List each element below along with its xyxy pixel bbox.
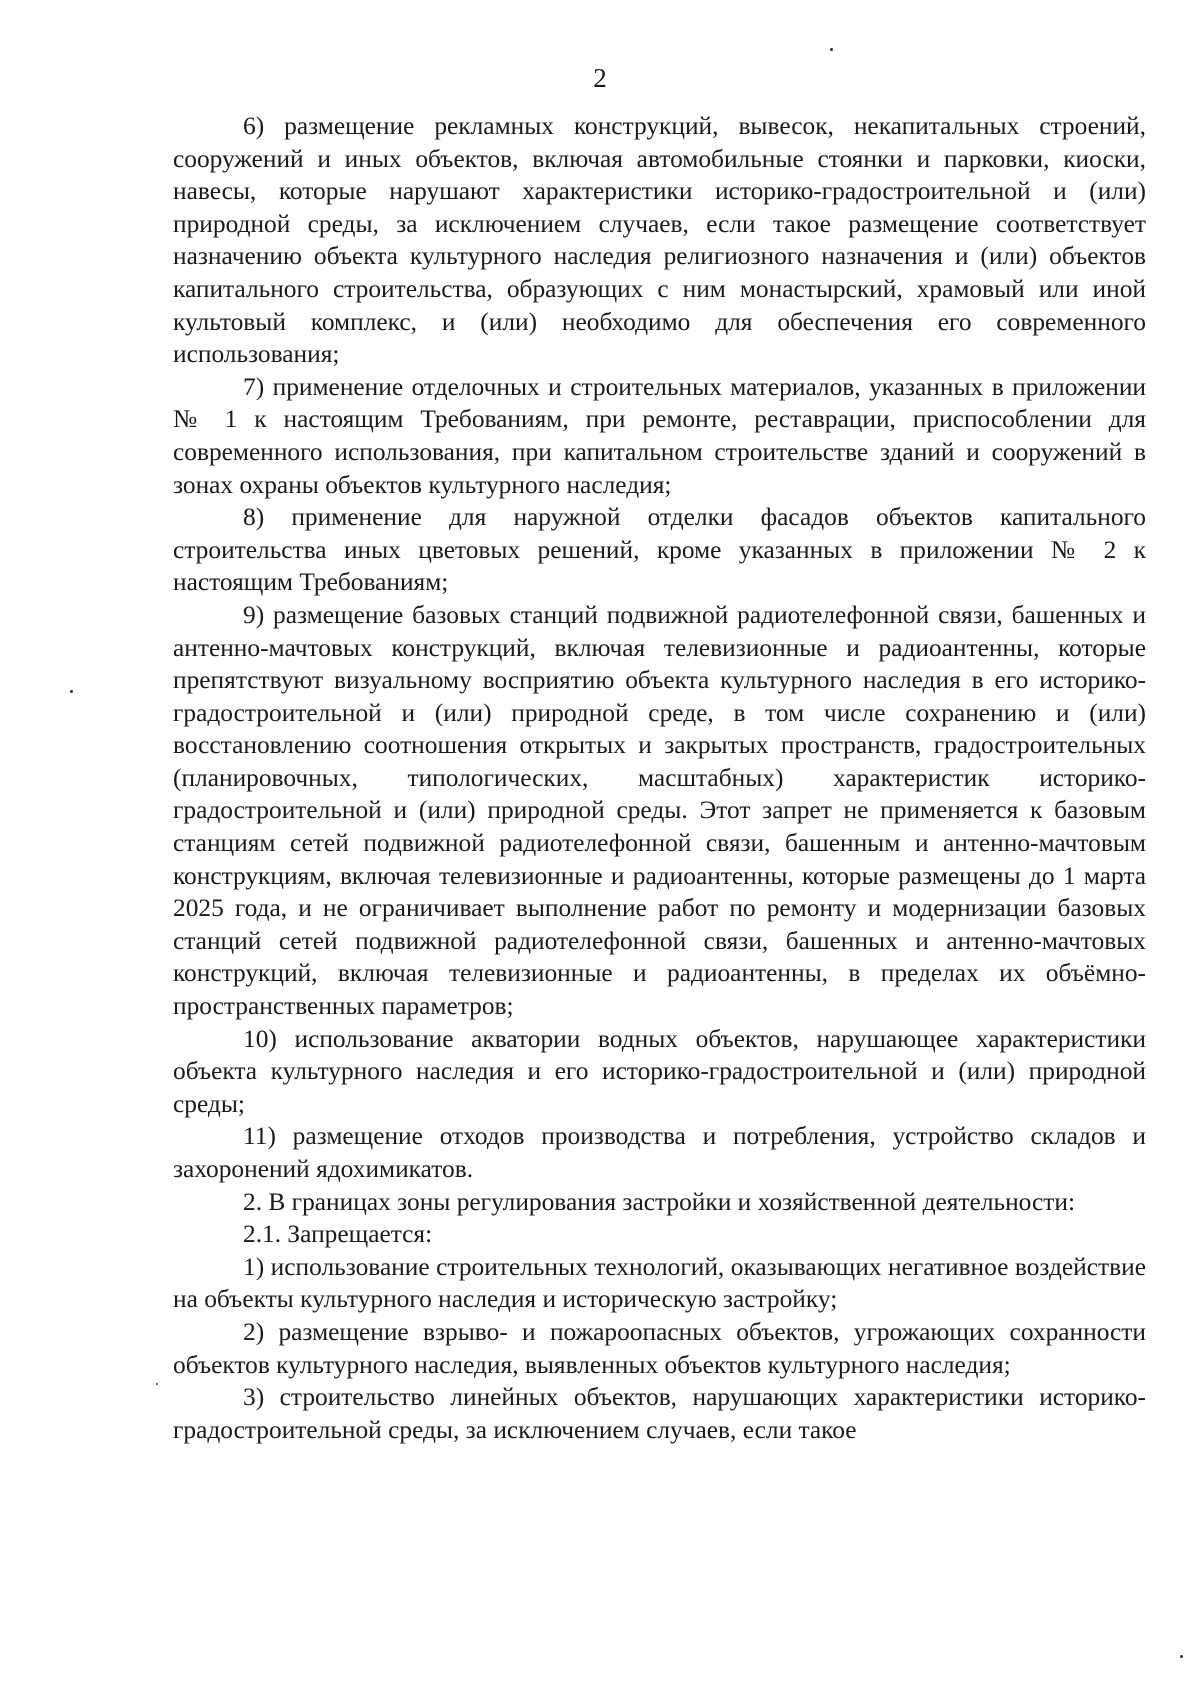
scan-speck — [70, 690, 73, 693]
paragraph-6: 6) размещение рекламных конструкций, вывесок, некапитальных строений, сооружений и иных объектов, включая автомобильные стоянки и парковки, киоски, навесы, которые нарушают характеристики историко-градостроительной и (или) природной среды, за исключением случаев, если такое размещение соответствует назначению объекта культурного наследия религиозного назначения и (или) объектов капитального строительства, образующих с ним монастырский, храмовый или иной культовый комплекс, и (или) необходимо для обеспечения его современного использования; — [173, 112, 1146, 369]
section-2-heading: 2. В границах зоны регулирования застройки и хозяйственной деятельности: — [243, 1187, 1076, 1216]
scan-speck — [830, 48, 833, 51]
paragraph-11: 11) размещение отходов производства и потребления, устройство складов и захоронений ядохимикатов. — [173, 1122, 1146, 1183]
scan-speck — [1180, 1655, 1183, 1658]
paragraph-7: 7) применение отделочных и строительных материалов, указанных в приложении № 1 к настоящим Требованиям, при ремонте, реставрации, приспособлении для современного использования, при капитальном строительстве зданий и сооружений в зонах охраны объектов культурного наследия; — [173, 372, 1146, 499]
page-number: 2 — [593, 63, 607, 93]
paragraph-2-1-2: 2) размещение взрыво- и пожароопасных объектов, угрожающих сохранности объектов культурного наследия, выявленных объектов культурного наследия; — [173, 1317, 1146, 1379]
paragraph-9: 9) размещение базовых станций подвижной радиотелефонной связи, башенных и антенно-мачтовых конструкций, включая телевизионные и радиоантенны, которые препятствуют визуальному восприятию объекта культурного наследия в его историко-градостроительной и (или) природной среде, в том числе сохранению и (или) восстановлению соотношения открытых и закрытых пространств, градостроительных (планировочных, типологических, масштабных) характеристик историко-градостроительной и (или) природной среды. Этот запрет не применяется к базовым станциям сетей подвижной радиотелефонной связи, башенным и антенно-мачтовым конструкциям, включая телевизионные и радиоантенны, которые размещены до 1 марта 2025 года, и не ограничивает выполнение работ по ремонту и модернизации базовых станций сетей подвижной радиотелефонной связи, башенных и антенно-мачтовых конструкций, включая телевизионные и радиоантенны, в пределах их объёмно-пространственных параметров; — [173, 600, 1146, 1021]
paragraph-2-1-3: 3) строительство линейных объектов, нарушающих характеристики историко-градостроительной среды, за исключением случаев, если такое — [173, 1383, 1146, 1444]
paragraph-10: 10) использование акватории водных объектов, нарушающее характеристики объекта культурного наследия и его историко-градостроительной и (или) природной среды; — [173, 1024, 1146, 1118]
paragraph-2-1-1: 1) использование строительных технологий, оказывающих негативное воздействие на объекты культурного наследия и историческую застройку; — [173, 1252, 1146, 1314]
section-2-1-heading: 2.1. Запрещается: — [243, 1220, 433, 1249]
scan-speck — [156, 1383, 158, 1385]
paragraph-8: 8) применение для наружной отделки фасадов объектов капитального строительства иных цветовых решений, кроме указанных в приложении № 2 к настоящим Требованиям; — [173, 503, 1146, 597]
document-body — [173, 110, 1146, 1446]
